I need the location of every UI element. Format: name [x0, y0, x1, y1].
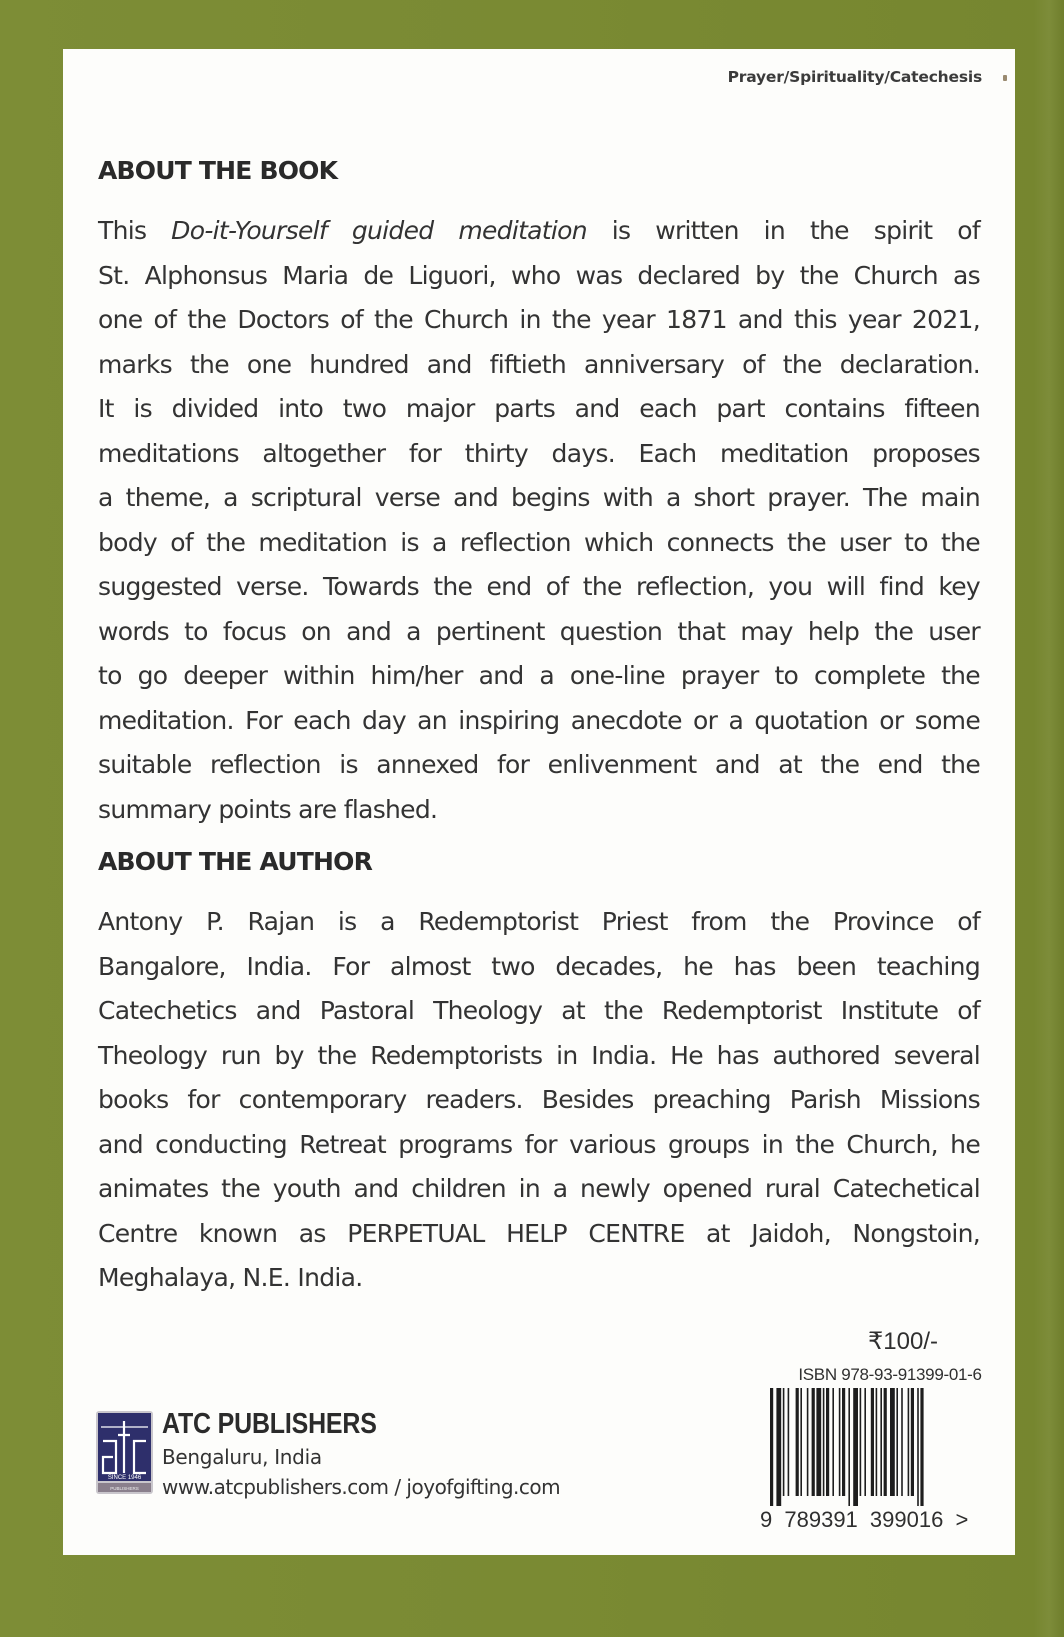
barcode-digits	[760, 1507, 990, 1533]
barcode-icon	[768, 1388, 966, 1506]
text-line: suggested verse. Towards the end of the reflection, you will find key	[98, 572, 980, 601]
italic-title: Do-it-Yourself guided meditation	[171, 216, 587, 245]
text-line: Catechetics and Pastoral Theology at the Redemptorist Institute of	[98, 996, 980, 1025]
text-line: to go deeper within him/her and a one-line prayer to complete the	[98, 661, 980, 690]
text-line: It is divided into two major parts and each part contains fifteen	[98, 394, 980, 423]
text-line: Centre known as PERPETUAL HELP CENTRE at Jaidoh, Nongstoin,	[98, 1218, 980, 1248]
print-mark	[1003, 75, 1007, 81]
text-line: body of the meditation is a reflection which connects the user to the	[98, 527, 980, 557]
barcode-left-group: 789391	[784, 1507, 858, 1532]
price: ₹100/-	[868, 1328, 938, 1355]
text-line: one of the Doctors of the Church in the year 1871 and this year 2021,	[98, 305, 980, 334]
text-line: Meghalaya, N.E. India.	[98, 1263, 363, 1292]
text-line: Theology run by the Redemptorists in India. He has authored several	[98, 1040, 980, 1070]
barcode-first-digit: 9	[760, 1507, 773, 1532]
barcode-right-group: 399016	[869, 1507, 944, 1532]
about-book-heading: ABOUT THE BOOK	[98, 156, 338, 185]
text-fragment: is written in the spirit of	[586, 216, 980, 245]
text-line: marks the one hundred and fiftieth anniversary of the declaration.	[98, 349, 980, 379]
text-line: meditations altogether for thirty days. Each meditation proposes	[98, 438, 980, 468]
category-label: Prayer/Spirituality/Catechesis	[727, 68, 982, 86]
isbn-label: ISBN 978-93-91399-01-6	[798, 1365, 982, 1384]
logo-tagline: PUBLISHERS	[110, 1486, 139, 1491]
text-line: words to focus on and a pertinent question that may help the user	[98, 616, 980, 646]
publisher-city: Bengaluru, India	[162, 1445, 322, 1469]
text-fragment: This	[98, 216, 172, 245]
about-author-heading: ABOUT THE AUTHOR	[98, 847, 373, 876]
text-line: books for contemporary readers. Besides preaching Parish Missions	[98, 1085, 980, 1114]
barcode-arrow: >	[955, 1507, 969, 1532]
text-line: Bangalore, India. For almost two decades, he has been teaching	[98, 951, 980, 981]
atc-logo-icon	[96, 1411, 153, 1494]
publisher-websites: www.atcpublishers.com / joyofgifting.com	[162, 1475, 561, 1499]
about-author-text	[98, 900, 980, 1301]
text-line	[98, 209, 980, 254]
cover-edge-shading	[1034, 0, 1064, 1637]
text-line: St. Alphonsus Maria de Liguori, who was declared by the Church as	[98, 260, 980, 290]
text-line: Antony P. Rajan is a Redemptorist Priest from the Province of	[98, 907, 980, 936]
text-line: animates the youth and children in a newly opened rural Catechetical	[98, 1174, 980, 1203]
about-book-text	[98, 209, 980, 832]
publisher-name: ATC PUBLISHERS	[162, 1408, 377, 1440]
text-line: summary points are flashed.	[98, 794, 438, 824]
text-line: and conducting Retreat programs for various groups in the Church, he	[98, 1129, 980, 1159]
text-line: a theme, a scriptural verse and begins with a short prayer. The main	[98, 483, 980, 512]
text-line: suitable reflection is annexed for enlivenment and at the end the	[98, 750, 980, 779]
logo-since: SINCE 1946	[107, 1475, 142, 1481]
text-line: meditation. For each day an inspiring anecdote or a quotation or some	[98, 705, 980, 735]
back-cover-panel	[63, 49, 1015, 1555]
